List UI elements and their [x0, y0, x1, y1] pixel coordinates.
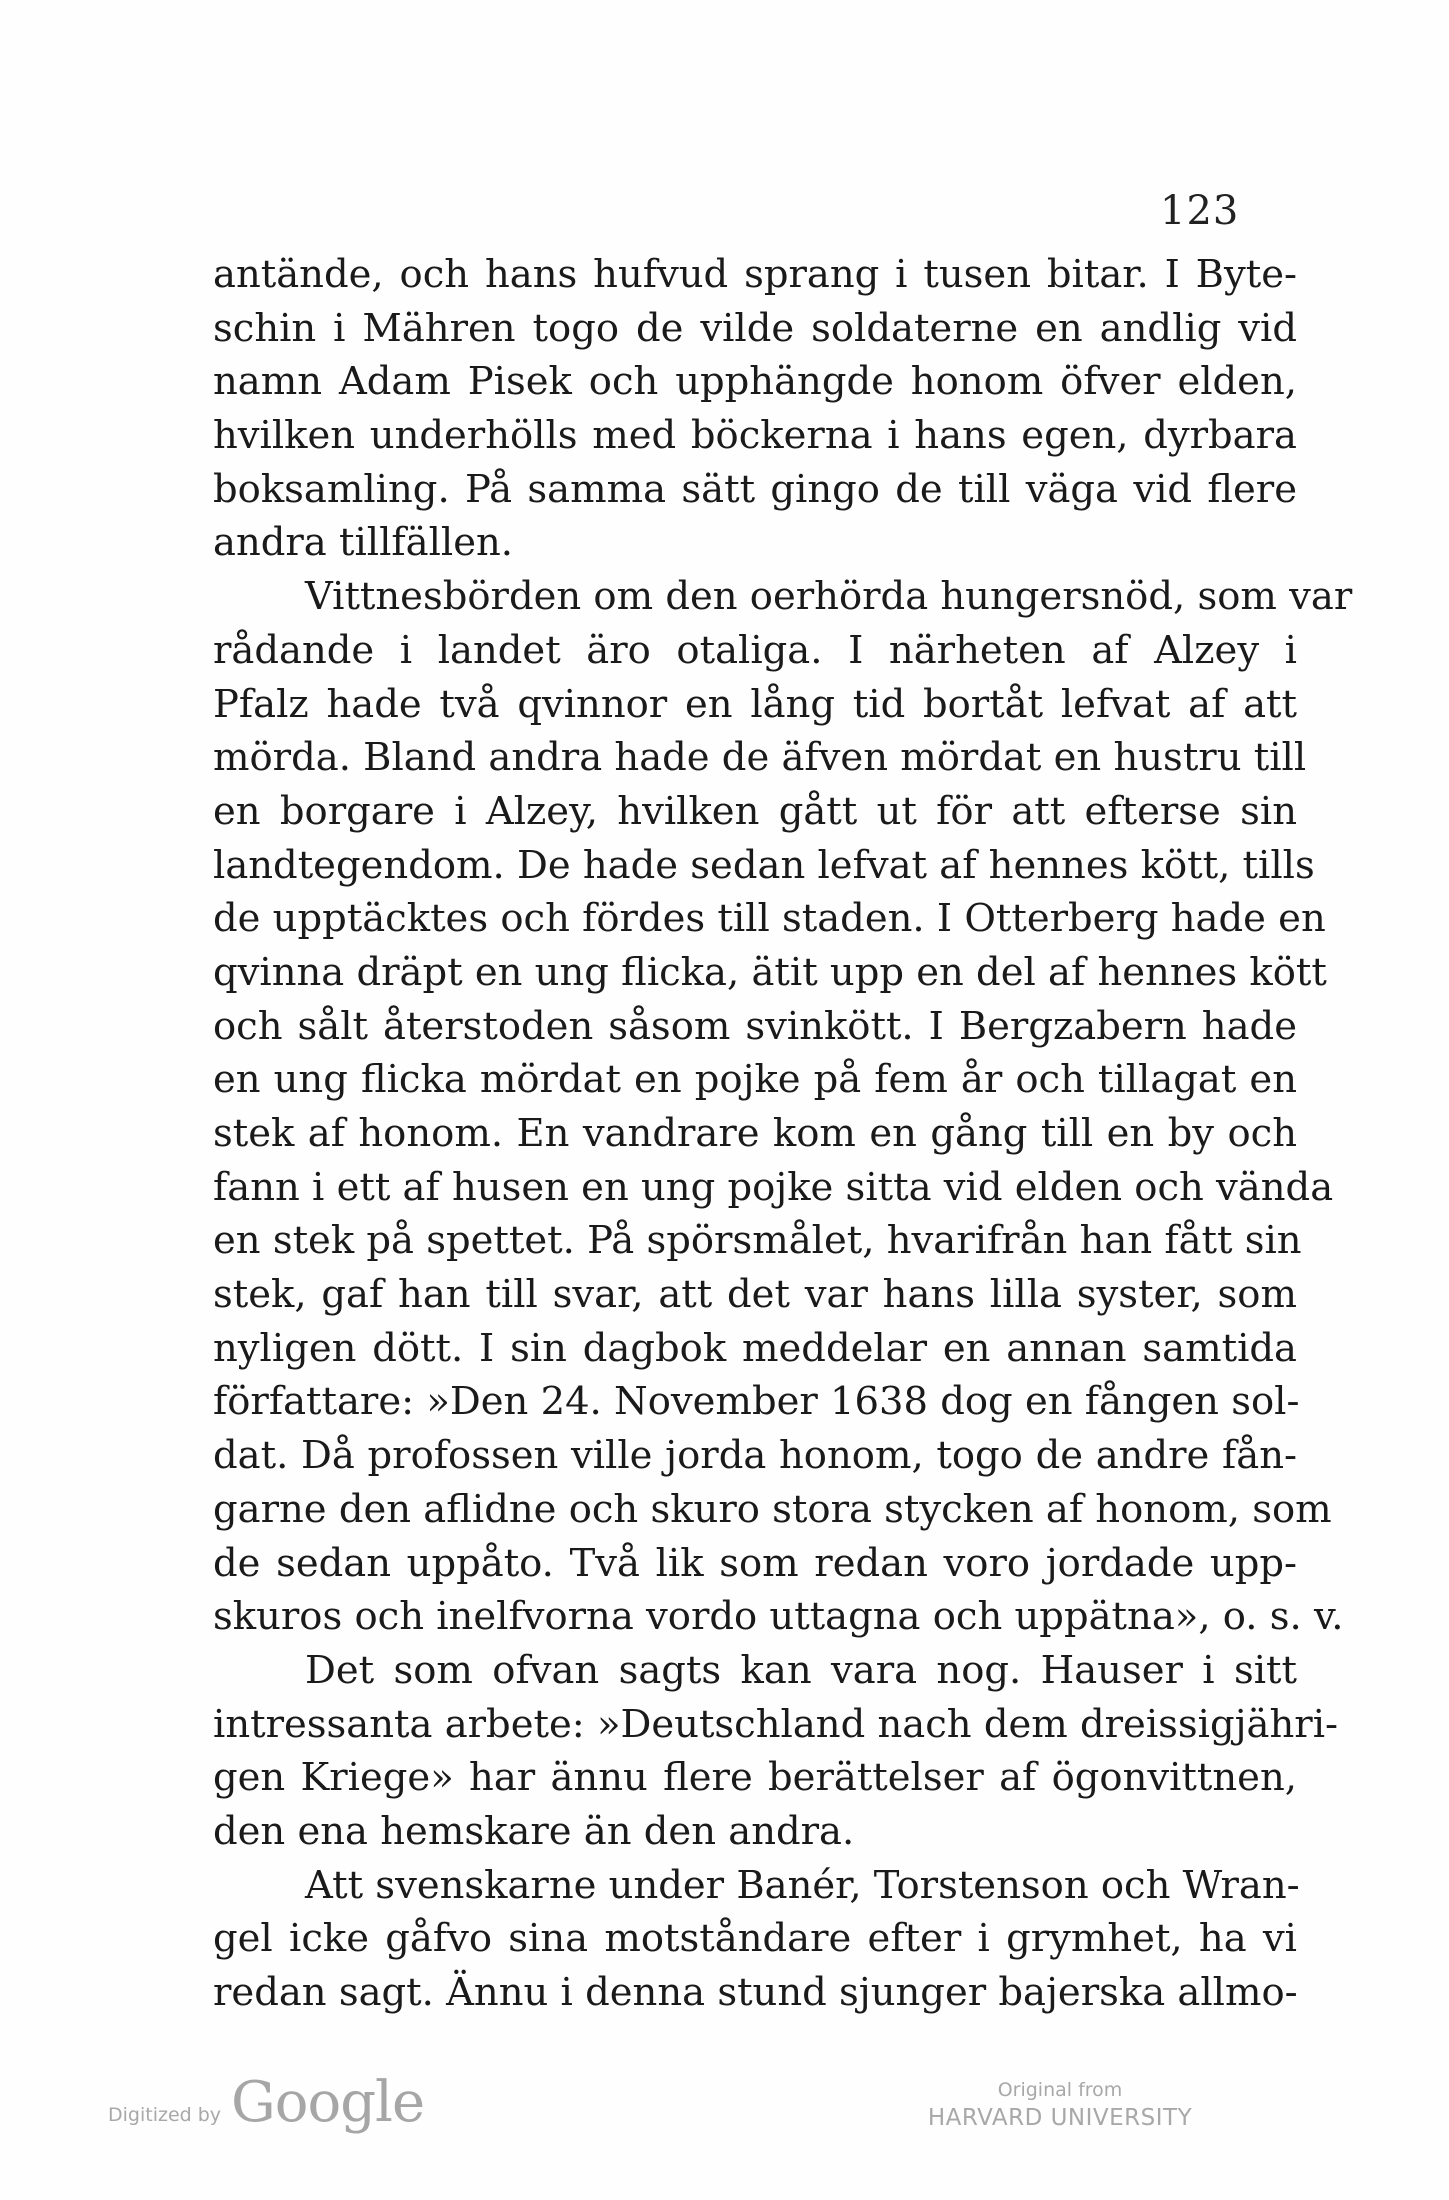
text-line: gel icke gåfvo sina motståndare efter i grymhet, ha vi: [213, 1916, 1297, 1962]
text-line: andra tillfällen.: [213, 520, 514, 566]
text-line: schin i Mähren togo de vilde soldaterne en andlig vid: [213, 305, 1297, 351]
text-line: nyligen dött. I sin dagbok meddelar en annan samtida: [213, 1325, 1297, 1371]
text-line: och sålt återstoden såsom svinkött. I Bergzabern hade: [213, 1003, 1297, 1049]
text-line: de sedan uppåto. Två lik som redan voro jordade upp-: [213, 1540, 1297, 1586]
text-line: dat. Då profossen ville jorda honom, togo de andre fån-: [213, 1433, 1297, 1479]
digitized-by-label: Digitized by: [108, 2104, 222, 2126]
text-line: Vittnesbörden om den oerhörda hungersnöd, som var: [305, 574, 1353, 620]
original-from-watermark: [915, 2078, 1205, 2134]
text-line: intressanta arbete: »Deutschland nach dem dreissigjähri-: [213, 1701, 1339, 1747]
text-line: Det som ofvan sagts kan vara nog. Hauser i sitt: [305, 1647, 1297, 1693]
text-line: en ung flicka mördat en pojke på fem år och tillagat en: [213, 1057, 1297, 1103]
text-line: en borgare i Alzey, hvilken gått ut för att efterse sin: [213, 788, 1297, 834]
text-line: garne den aflidne och skuro stora stycken af honom, som: [213, 1486, 1332, 1532]
text-line: Pfalz hade två qvinnor en lång tid bortåt lefvat af att: [213, 681, 1297, 727]
page-number: 123: [1160, 188, 1240, 234]
text-line: den ena hemskare än den andra.: [213, 1808, 855, 1854]
original-from-label: Original from: [997, 2079, 1123, 2101]
text-line: qvinna dräpt en ung flicka, ätit upp en del af hennes kött: [213, 949, 1327, 995]
text-line: de upptäcktes och fördes till staden. I Otterberg hade en: [213, 896, 1326, 942]
body-text: [213, 248, 1353, 2020]
text-line: landtegendom. De hade sedan lefvat af hennes kött, tills: [213, 842, 1315, 888]
text-line: rådande i landet äro otaliga. I närheten af Alzey i: [213, 627, 1297, 673]
text-line: skuros och inelfvorna vordo uttagna och uppätna», o. s. v.: [213, 1594, 1344, 1640]
text-line: redan sagt. Ännu i denna stund sjunger bajerska allmo-: [213, 1970, 1298, 2015]
text-line: hvilken underhölls med böckerna i hans egen, dyrbara: [213, 413, 1297, 459]
text-line: namn Adam Pisek och upphängde honom öfver elden,: [213, 359, 1297, 405]
institution-name: HARVARD UNIVERSITY: [927, 2105, 1193, 2131]
text-line: Att svenskarne under Banér, Torstenson och Wran-: [305, 1862, 1300, 1908]
text-line: boksamling. På samma sätt gingo de till väga vid flere: [213, 466, 1297, 512]
text-line: författare: »Den 24. November 1638 dog en fången sol-: [213, 1379, 1300, 1425]
text-line: stek, gaf han till svar, att det var hans lilla syster, som: [213, 1272, 1297, 1318]
text-line: stek af honom. En vandrare kom en gång till en by och: [213, 1111, 1297, 1156]
digitized-by-watermark: [108, 2070, 424, 2135]
text-line: en stek på spettet. På spörsmålet, hvarifrån han fått sin: [213, 1218, 1302, 1264]
google-logo: Google: [231, 2070, 425, 2135]
text-line: gen Kriege» har ännu flere berättelser af ögonvittnen,: [213, 1755, 1297, 1801]
text-line: antände, och hans hufvud sprang i tusen bitar. I Byte-: [213, 252, 1297, 297]
text-line: mörda. Bland andra hade de äfven mördat en hustru till: [213, 735, 1307, 781]
text-line: fann i ett af husen en ung pojke sitta vid elden och vända: [213, 1164, 1334, 1210]
